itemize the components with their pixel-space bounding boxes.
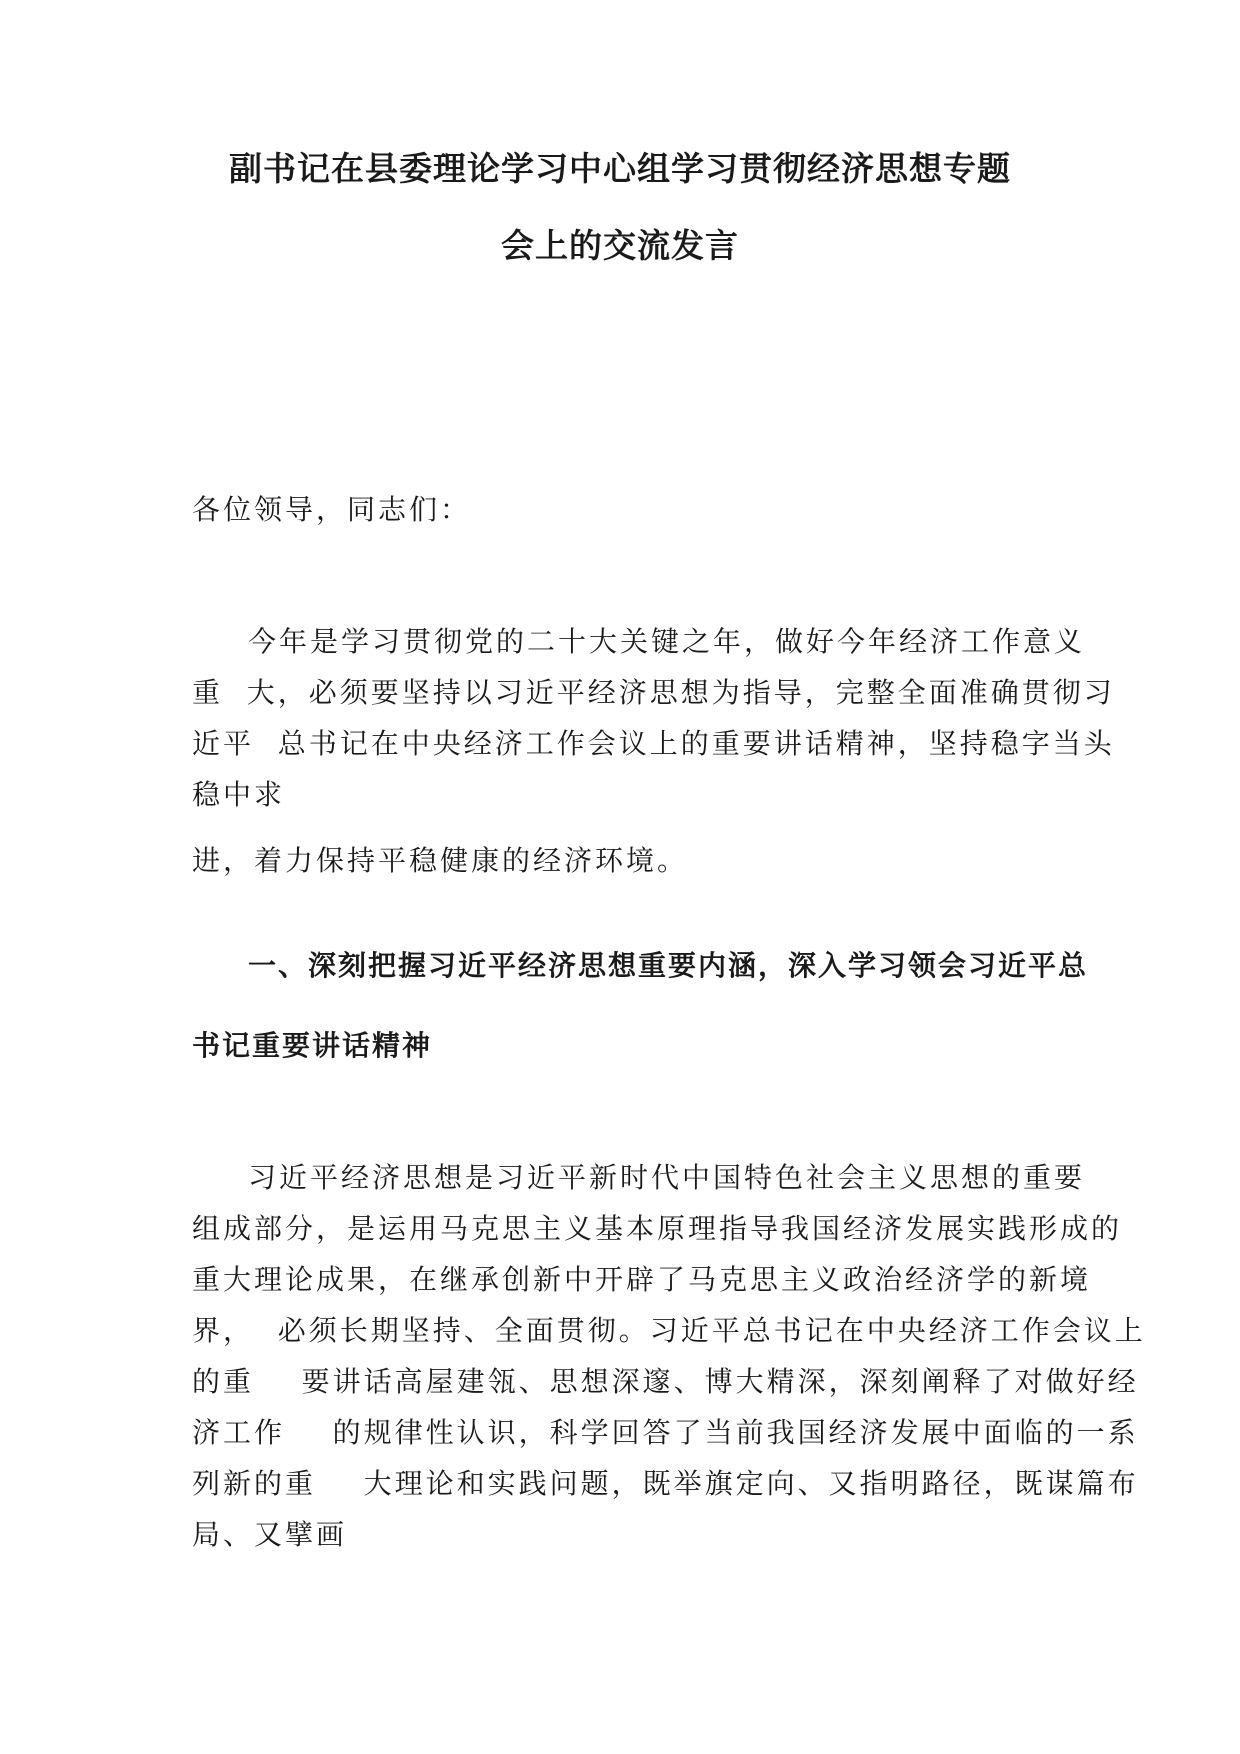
section-1-heading-line-1: 一、深刻把握习近平经济思想重要内涵，深入学习领会习近平总 [248, 949, 1089, 982]
section-1-heading-line-2: 书记重要讲话精神 [192, 1029, 433, 1062]
paragraph-1-line-5: 进，着力保持平稳健康的经济环境。 [192, 844, 689, 877]
salutation: 各位领导，同志们： [192, 493, 472, 526]
paragraph-2-line-3: 重大理论成果，在继承创新中开辟了马克思主义政治经济学的新境 [192, 1263, 1092, 1296]
paragraph-1-line-4: 稳中求 [192, 778, 286, 811]
paragraph-2-line-5: 的重 要讲话高屋建瓴、思想深邃、博大精深，深刻阐释了对做好经 [192, 1365, 1139, 1398]
paragraph-1-line-2: 重 大，必须要坚持以习近平经济思想为指导，完整全面准确贯彻习 [192, 676, 1115, 709]
paragraph-1-line-3: 近平 总书记在中央经济工作会议上的重要讲话精神，坚持稳字当头 [192, 727, 1115, 760]
paragraph-2-line-8: 局、又擘画 [192, 1518, 348, 1551]
paragraph-2-line-6: 济工作 的规律性认识，科学回答了当前我国经济发展中面临的一系 [192, 1416, 1139, 1449]
document-title-line-1: 副书记在县委理论学习中心组学习贯彻经济思想专题 [229, 149, 1011, 188]
paragraph-2-line-4: 界， 必须长期坚持、全面贯彻。习近平总书记在中央经济工作会议上 [192, 1314, 1146, 1347]
paragraph-2-line-2: 组成部分，是运用马克思主义基本原理指导我国经济发展实践形成的 [192, 1212, 1123, 1245]
document-title-line-2: 会上的交流发言 [501, 226, 739, 265]
paragraph-1-line-1: 今年是学习贯彻党的二十大关键之年，做好今年经济工作意义 [248, 625, 1086, 658]
paragraph-2-line-1: 习近平经济思想是习近平新时代中国特色社会主义思想的重要 [248, 1161, 1086, 1194]
paragraph-2-line-7: 列新的重 大理论和实践问题，既举旗定向、又指明路径，既谋篇布 [192, 1467, 1139, 1500]
